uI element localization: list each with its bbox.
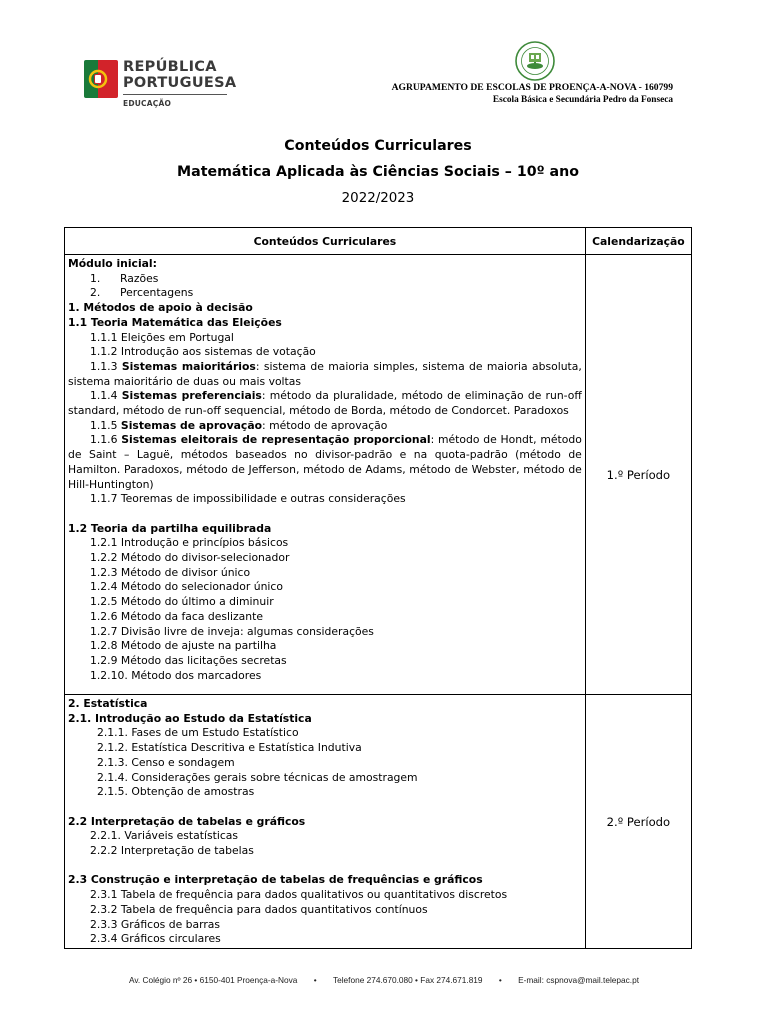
page-footer [0,975,768,985]
list-item: 1.1.6 Sistemas eleitorais de representação proporcional: método de Hondt, método de Saint – Laguë, métodos baseados no divisor-padrão e na quota-padrão (método de Hamilton. Paradoxos, método de Jefferson, método de Adams, método de Webster, método de Hill-Huntington) [68,433,582,491]
footer-phone-fax: Telefone 274.670.080 • Fax 274.671.819 [332,975,483,985]
subsection-heading: 2.1. Introdução ao Estudo da Estatística [68,711,312,725]
republica-portuguesa-logo [84,58,244,118]
spacer [68,800,582,815]
school-year: 2022/2023 [341,191,415,206]
list-item: 2.2.2 Interpretação de tabelas [90,844,254,858]
footer-address: Av. Colégio nº 26 • 6150-401 Proença-a-Nova [128,975,298,985]
list-item: 1.1.5 Sistemas de aprovação: método de aprovação [90,418,388,432]
subsection-heading: 1.2 Teoria da partilha equilibrada [68,521,272,535]
contents-cell-period-1 [65,255,586,695]
list-item: 1.1.1 Eleições em Portugal [90,330,234,344]
list-item: 2.1.2. Estatística Descritiva e Estatística Indutiva [97,741,362,755]
list-item: 2.3.4 Gráficos circulares [90,932,221,946]
logo-text-educacao: EDUCAÇÃO [123,99,172,108]
list-item: 1.2.1 Introdução e princípios básicos [90,536,289,550]
list-item: 2. Percentagens [90,286,194,300]
modulo-inicial-heading: Módulo inicial: [68,257,157,270]
footer-separator: • [498,975,502,985]
list-item: 1.2.5 Método do último a diminuir [90,595,274,609]
list-item: 2.1.3. Censo e sondagem [97,755,235,769]
list-item: 1. Razões [90,271,159,285]
list-item: 2.3.1 Tabela de frequência para dados qualitativos ou quantitativos discretos [90,888,508,902]
footer-separator: • [313,975,317,985]
list-item: 1.1.4 Sistemas preferenciais: método da pluralidade, método de eliminação de run-off standard, método de run-off sequencial, método de Borda, método de Condorcet. Paradoxos [68,389,582,418]
list-item: 2.1.5. Obtenção de amostras [97,785,255,799]
header-calendarizacao: Calendarização [585,228,691,255]
document-title: Conteúdos Curriculares [284,138,472,154]
list-item: 1.2.2 Método do divisor-selecionador [90,551,290,565]
period-cell-1: 1.º Período [585,255,691,695]
list-item: 2.1.1. Fases de um Estudo Estatístico [97,726,299,740]
logo-text-republica: REPÚBLICA [123,59,217,75]
section-heading: 1. Métodos de apoio à decisão [68,301,253,315]
spacer [68,507,582,522]
list-item: 1.1.3 Sistemas maioritários: sistema de maioria simples, sistema de maioria absoluta, sistema maioritário de duas ou mais voltas [68,359,582,388]
spacer [68,859,582,874]
section-heading: 2. Estatística [68,697,148,710]
school-name [392,82,673,106]
list-item: 1.1.2 Introdução aos sistemas de votação [90,345,316,359]
list-item: 1.2.6 Método da faca deslizante [90,609,264,623]
table-row [65,255,692,695]
subsection-heading: 1.1 Teoria Matemática das Eleições [68,315,282,329]
school-name-line: Escola Básica e Secundária Pedro da Fonseca [492,95,673,105]
footer-email: E-mail: cspnova@mail.telepac.pt [518,975,640,985]
list-item: 1.2.9 Método das licitações secretas [90,653,287,667]
list-item: 2.1.4. Considerações gerais sobre técnicas de amostragem [97,770,418,784]
list-item: 2.3.2 Tabela de frequência para dados quantitativos contínuos [90,902,428,916]
table-row [65,695,692,949]
list-item: 1.2.7 Divisão livre de inveja: algumas considerações [90,624,374,638]
document-subtitle: Matemática Aplicada às Ciências Sociais – 10º ano [177,164,579,180]
table-header-row [65,228,692,255]
list-item: 2.2.1. Variáveis estatísticas [90,829,239,843]
period-cell-2: 2.º Período [585,695,691,949]
list-item: 1.2.8 Método de ajuste na partilha [90,639,277,653]
list-item: 1.1.7 Teoremas de impossibilidade e outras considerações [90,492,406,506]
header-conteudos: Conteúdos Curriculares [65,228,586,255]
list-item: 1.2.4 Método do selecionador único [90,580,283,594]
school-group-name: AGRUPAMENTO DE ESCOLAS DE PROENÇA-A-NOVA - 160799 [391,82,673,93]
subsection-heading: 2.2 Interpretação de tabelas e gráficos [68,814,306,828]
list-item: 1.2.3 Método de divisor único [90,565,251,579]
logo-divider [123,94,227,95]
page-header [0,0,768,130]
school-seal-icon [512,40,558,82]
logo-text-portuguesa: PORTUGUESA [123,75,237,91]
portuguese-flag-emblem-icon [84,58,118,100]
contents-cell-period-2 [65,695,586,949]
list-item: 2.3.3 Gráficos de barras [90,917,221,931]
curriculum-table [64,227,692,949]
subsection-heading: 2.3 Construção e interpretação de tabelas de frequências e gráficos [68,873,483,887]
list-item: 1.2.10. Método dos marcadores [90,668,262,682]
document-titles [64,136,692,209]
